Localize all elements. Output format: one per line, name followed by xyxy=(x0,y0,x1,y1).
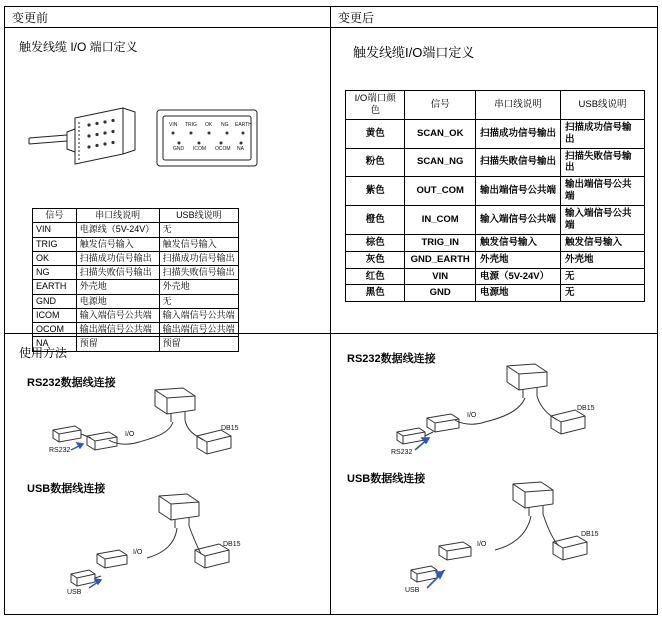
cell-usb: 外壳地 xyxy=(159,280,238,294)
cell-serial: 外壳地 xyxy=(475,251,560,268)
cell-usb: 输入端信号公共端 xyxy=(159,308,238,322)
table-row xyxy=(346,119,645,148)
cell-usb: 无 xyxy=(561,268,645,285)
after-io-section xyxy=(331,28,657,334)
cell-signal: OCOM xyxy=(33,323,77,337)
cell-signal: GND_EARTH xyxy=(405,251,476,268)
header-before: 变更前 xyxy=(5,7,331,27)
table-row xyxy=(346,206,645,235)
table-row xyxy=(346,91,645,120)
cell-serial: 预留 xyxy=(76,337,159,351)
table-row xyxy=(346,148,645,177)
table-row xyxy=(346,177,645,206)
cell-color: 棕色 xyxy=(346,234,405,251)
cell-serial: 扫描成功信号输出 xyxy=(475,119,560,148)
cell-usb: 扫描成功信号输出 xyxy=(159,251,238,265)
before-io-table xyxy=(32,208,239,352)
table-row xyxy=(33,237,239,251)
label-io: I/O xyxy=(467,412,477,419)
before-io-section xyxy=(5,28,330,349)
cell-signal: VIN xyxy=(405,268,476,285)
cell-signal: TRIG xyxy=(33,237,77,251)
cell-usb: 触发信号输入 xyxy=(561,234,645,251)
svg-text:TRIG: TRIG xyxy=(185,122,197,128)
cell-signal: ICOM xyxy=(33,308,77,322)
cell-color: 黄色 xyxy=(346,119,405,148)
cell-signal: OUT_COM xyxy=(405,177,476,206)
table-row xyxy=(33,251,239,265)
col-header-usb: USB线说明 xyxy=(561,91,645,120)
label-io: I/O xyxy=(133,549,143,556)
table-row xyxy=(346,234,645,251)
before-rs232-title: RS232数据线连接 xyxy=(27,377,116,389)
cell-serial: 触发信号输入 xyxy=(76,237,159,251)
cell-serial: 电源（5V-24V） xyxy=(475,268,560,285)
cell-signal: NG xyxy=(33,266,77,280)
cell-usb: 预留 xyxy=(159,337,238,351)
table-row xyxy=(346,251,645,268)
cell-serial: 输入端信号公共端 xyxy=(475,206,560,235)
cell-color: 紫色 xyxy=(346,177,405,206)
cell-serial: 扫描失败信号输出 xyxy=(76,266,159,280)
svg-text:ICOM: ICOM xyxy=(193,146,207,152)
cell-signal: OK xyxy=(33,251,77,265)
cell-usb: 无 xyxy=(561,285,645,302)
col-header-usb: USB线说明 xyxy=(159,209,238,223)
after-io-title: 触发线缆I/O端口定义 xyxy=(353,45,475,60)
cell-usb: 扫描失败信号输出 xyxy=(561,148,645,177)
comparison-table xyxy=(4,6,658,615)
table-body-row xyxy=(5,28,657,614)
cell-serial: 触发信号输入 xyxy=(475,234,560,251)
after-usb-title: USB数据线连接 xyxy=(347,473,426,485)
usb-cable-diagram-after xyxy=(387,480,637,598)
svg-text:NA: NA xyxy=(237,146,244,152)
cell-usb: 输出端信号公共端 xyxy=(159,323,238,337)
svg-text:EARTH: EARTH xyxy=(235,122,252,128)
cell-color: 红色 xyxy=(346,268,405,285)
connector-diagram xyxy=(27,88,287,193)
table-row xyxy=(33,294,239,308)
label-rs232: RS232 xyxy=(391,449,413,456)
cell-usb: 输出端信号公共端 xyxy=(561,177,645,206)
before-io-title: 触发线缆 I/O 端口定义 xyxy=(19,40,138,54)
col-header-signal: 信号 xyxy=(33,209,77,223)
svg-text:NG: NG xyxy=(221,122,229,128)
svg-text:OK: OK xyxy=(205,122,213,128)
cell-color: 粉色 xyxy=(346,148,405,177)
label-db15: DB15 xyxy=(223,541,241,548)
rs232-cable-diagram xyxy=(35,386,285,474)
after-io-table xyxy=(345,90,645,302)
table-row xyxy=(33,280,239,294)
cell-signal: GND xyxy=(405,285,476,302)
table-header-row xyxy=(5,7,657,28)
column-after xyxy=(331,28,657,614)
table-row xyxy=(346,285,645,302)
before-usage-title: 使用方法 xyxy=(19,346,68,360)
after-rs232-title: RS232数据线连接 xyxy=(347,353,436,365)
cell-signal: TRIG_IN xyxy=(405,234,476,251)
cell-signal: EARTH xyxy=(33,280,77,294)
before-usb-title: USB数据线连接 xyxy=(27,483,106,495)
table-row xyxy=(33,209,239,223)
cell-signal: NA xyxy=(33,337,77,351)
label-usb: USB xyxy=(405,587,420,594)
col-header-signal: 信号 xyxy=(405,91,476,120)
table-row xyxy=(346,268,645,285)
before-usage-section xyxy=(5,334,330,614)
cell-color: 灰色 xyxy=(346,251,405,268)
cell-serial: 电源线（5V-24V） xyxy=(76,223,159,237)
col-header-serial: 串口线说明 xyxy=(76,209,159,223)
usb-cable-diagram xyxy=(49,492,279,602)
cell-color: 橙色 xyxy=(346,206,405,235)
cell-serial: 输入端信号公共端 xyxy=(76,308,159,322)
cell-usb: 外壳地 xyxy=(561,251,645,268)
svg-text:VIN: VIN xyxy=(169,122,178,128)
column-before xyxy=(5,28,331,614)
label-db15: DB15 xyxy=(221,425,239,432)
cell-serial: 扫描成功信号输出 xyxy=(76,251,159,265)
cell-serial: 外壳地 xyxy=(76,280,159,294)
label-io: I/O xyxy=(477,541,487,548)
cell-usb: 无 xyxy=(159,223,238,237)
cell-serial: 电源地 xyxy=(76,294,159,308)
label-rs232: RS232 xyxy=(49,447,71,454)
table-row xyxy=(33,308,239,322)
cell-signal: SCAN_NG xyxy=(405,148,476,177)
label-io: I/O xyxy=(125,431,135,438)
cell-color: 黑色 xyxy=(346,285,405,302)
cell-signal: SCAN_OK xyxy=(405,119,476,148)
cell-usb: 扫描失败信号输出 xyxy=(159,266,238,280)
cell-serial: 扫描失败信号输出 xyxy=(475,148,560,177)
col-header-serial: 串口线说明 xyxy=(475,91,560,120)
cell-signal: VIN xyxy=(33,223,77,237)
label-db15: DB15 xyxy=(577,405,595,412)
cell-usb: 无 xyxy=(159,294,238,308)
label-db15: DB15 xyxy=(581,531,599,538)
cell-signal: IN_COM xyxy=(405,206,476,235)
col-header-port-color: I/O端口颜色 xyxy=(346,91,405,120)
cell-usb: 触发信号输入 xyxy=(159,237,238,251)
cell-serial: 输出端信号公共端 xyxy=(475,177,560,206)
svg-text:OCOM: OCOM xyxy=(215,146,231,152)
cell-signal: GND xyxy=(33,294,77,308)
table-row xyxy=(33,223,239,237)
cell-serial: 电源地 xyxy=(475,285,560,302)
table-row xyxy=(33,266,239,280)
svg-text:GND: GND xyxy=(173,146,185,152)
cell-usb: 扫描成功信号输出 xyxy=(561,119,645,148)
cell-serial: 输出端信号公共端 xyxy=(76,323,159,337)
rs232-cable-diagram-after xyxy=(377,362,637,462)
after-usage-section xyxy=(331,334,657,614)
header-after: 变更后 xyxy=(338,10,375,25)
label-usb: USB xyxy=(67,589,82,596)
cell-usb: 输入端信号公共端 xyxy=(561,206,645,235)
